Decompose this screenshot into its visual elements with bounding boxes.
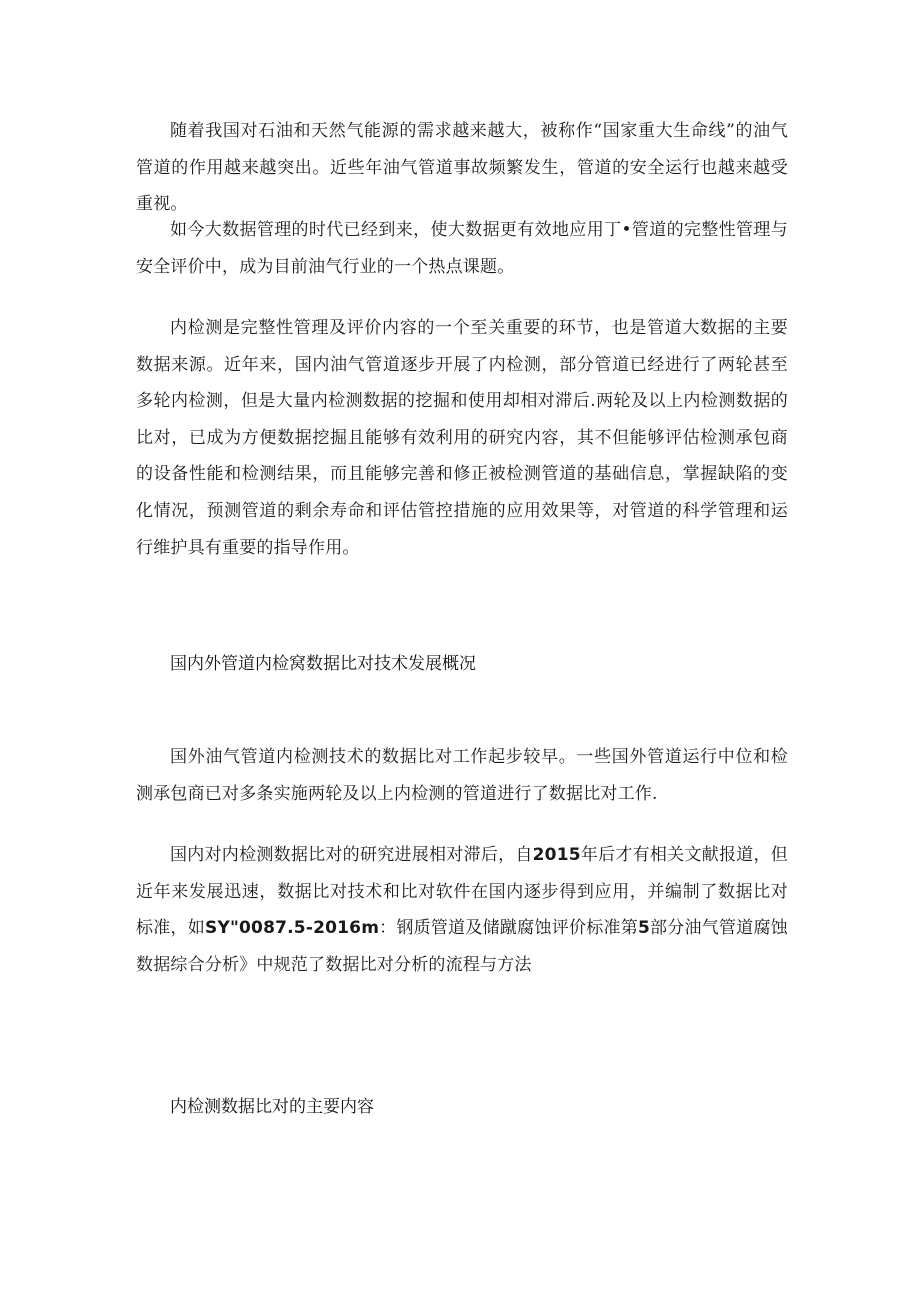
domestic-text-part4: 部分油气管道腐蚀数据综合分析》中规范了数据比对分析的流程与方法 — [136, 918, 788, 975]
paragraph-inline-inspection: 内检测是完整性管理及评价内容的一个至关重要的环节，也是管道大数据的主要数据来源。近年来，国内油气管道逐步开展了内检测，部分管道已经进行了两轮甚至多轮内检测，但是大量内检测数据的挖掘和使用却相对滞后.两轮及以上内检测数据的比对，已成为方便数据挖掘且能够有效利用的研究内容，其不但能够评估检测承包商的设备性能和检测结果，而且能够完善和修正被检测管道的基础信息，掌握缺陷的变化情况，预测管道的剩余寿命和评估管控措施的应用效果等，对管道的科学管理和运行维护具有重要的指导作用。 — [136, 318, 788, 558]
domestic-text-part2: 年后才有相关文献报道，但近年来发展迅速，数据比对技术和比对软件在国内逐步得到应用，并编制了数据比对标准，如 — [136, 845, 788, 939]
domestic-text-part3: ：钢质管道及储蹴腐蚀评价标准第 — [379, 918, 638, 939]
paragraph-foreign-status: 国外油气管道内检测技术的数据比对工作起步较早。一些国外管道运行中位和检测承包商已对多条实施两轮及以上内检测的管道进行了数据比对工作. — [136, 747, 788, 804]
section-heading-development-overview: 国内外管道内检窝数据比对技术发展概况 — [170, 654, 476, 674]
part-number: 5 — [637, 918, 650, 939]
paragraph-big-data: 如今大数据管理的时代已经到来，使大数据更有效地应用丁•管道的完整性管理与安全评价中，成为目前油气行业的一个热点课题。 — [136, 220, 788, 277]
domestic-text-part1: 国内对内检测数据比对的研究进展相对滞后，自 — [170, 845, 533, 865]
year-2015: 2015 — [532, 845, 581, 865]
paragraph-domestic-status — [136, 837, 788, 983]
paragraph-intro: 随着我国对石油和天然气能源的需求越来越大，被称作“国家重大生命线”的油气管道的作用越来越突出。近些年油气管道事故频繁发生，管道的安全运行也越来越受重视。 — [136, 121, 788, 215]
standard-code: SY"0087.5-2016m — [205, 918, 380, 939]
section-heading-main-content: 内检测数据比对的主要内容 — [170, 1097, 374, 1117]
